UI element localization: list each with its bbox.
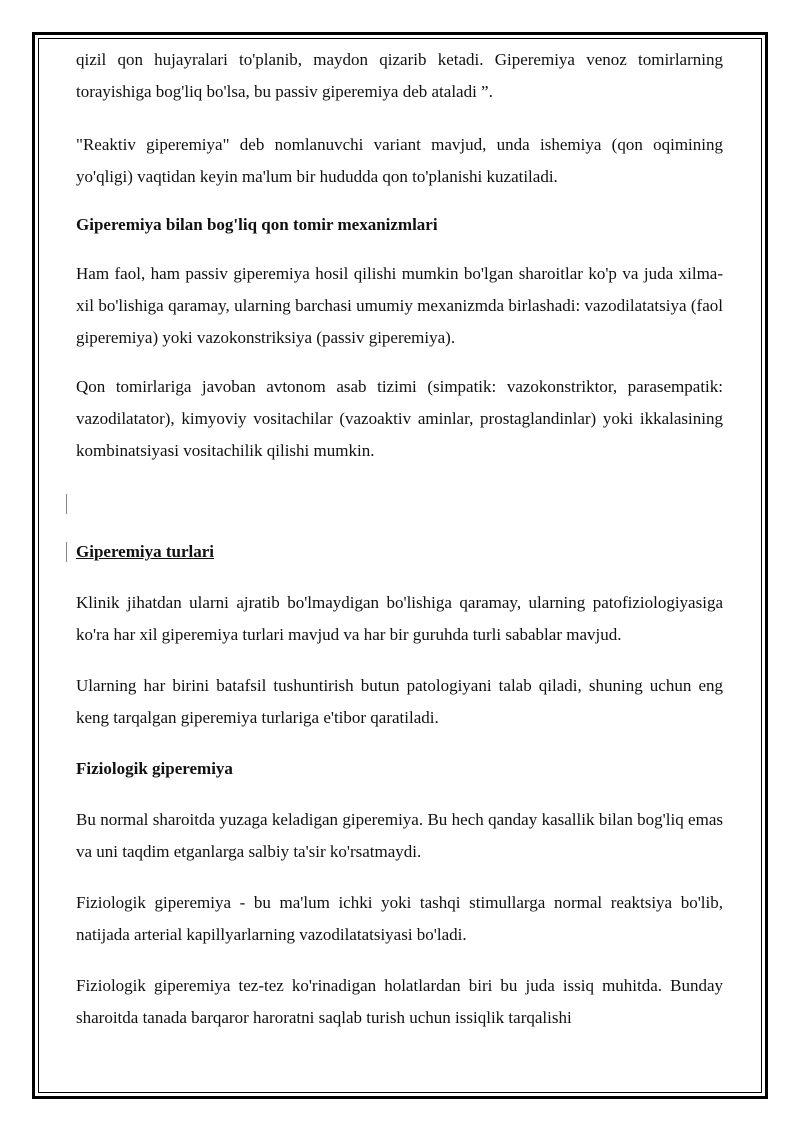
section-heading-physiological: Fiziologik giperemiya: [76, 759, 233, 778]
paragraph-2: "Reaktiv giperemiya" deb nomlanuvchi variant mavjud, unda ishemiya (qon oqimining yo'qligi) vaqtidan keyin ma'lum bir hududda qon to'planishi kuzatiladi.: [76, 135, 723, 186]
paragraph-8: Fiziologik giperemiya - bu ma'lum ichki yoki tashqi stimullarga normal reaktsiya bo'lib, natijada arterial kapillyarlarning vazodilatatsiyasi bo'ladi.: [76, 893, 723, 944]
document-body: [76, 44, 723, 1034]
paragraph-6: Ularning har birini batafsil tushuntirish butun patologiyani talab qiladi, shuning uchun eng keng tarqalgan giperemiya turlariga e'tibor qaratiladi.: [76, 676, 723, 727]
paragraph-1: qizil qon hujayralari to'planib, maydon qizarib ketadi. Giperemiya venoz tomirlarning torayishiga bog'liq bo'lsa, bu passiv giperemiya deb ataladi ”.: [76, 50, 723, 101]
text-cursor-mark-1: [66, 494, 67, 514]
paragraph-9: Fiziologik giperemiya tez-tez ko'rinadigan holatlardan biri bu juda issiq muhitda. Bunday sharoitda tanada barqaror haroratni saqlab turish uchun issiqlik tarqalishi: [76, 976, 723, 1027]
paragraph-7: Bu normal sharoitda yuzaga keladigan giperemiya. Bu hech qanday kasallik bilan bog'liq emas va uni taqdim etganlarga salbiy ta'sir ko'rsatmaydi.: [76, 810, 723, 861]
paragraph-5: Klinik jihatdan ularni ajratib bo'lmaydigan bo'lishiga qaramay, ularning patofiziologiyasiga ko'ra har xil giperemiya turlari mavjud va har bir guruhda turli sabablar mavjud.: [76, 593, 723, 644]
text-cursor-mark-2: [66, 542, 67, 562]
section-heading-vascular-mechanisms: Giperemiya bilan bog'liq qon tomir mexanizmlari: [76, 215, 438, 234]
paragraph-4: Qon tomirlariga javoban avtonom asab tizimi (simpatik: vazokonstriktor, parasempatik: vazodilatator), kimyoviy vositachilar (vazoaktiv aminlar, prostaglandinlar) yoki ikkalasining kombinatsiyasi vositachilik qilishi mumkin.: [76, 377, 723, 460]
paragraph-3: Ham faol, ham passiv giperemiya hosil qilishi mumkin bo'lgan sharoitlar ko'p va juda xilma-xil bo'lishiga qaramay, ularning barchasi umumiy mexanizmda birlashadi: vazodilatatsiya (faol giperemiya) yoki vazokonstriksiya (passiv giperemiya).: [76, 264, 723, 347]
section-heading-types: Giperemiya turlari: [76, 542, 215, 561]
